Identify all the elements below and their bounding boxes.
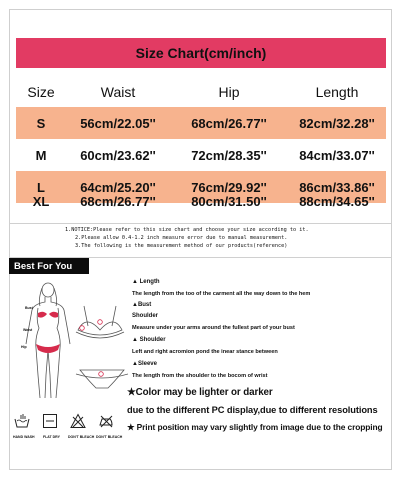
length-heading: ▲ Length (132, 279, 160, 285)
header-size: Size (27, 84, 55, 100)
notice-line: 3.The following is the measurement method of our products(reference) (75, 243, 288, 249)
table-row (16, 139, 386, 171)
cell-hip: 76cm/29.92'' (191, 179, 267, 195)
no-bleach-icon (70, 413, 86, 429)
bra-measurement-diagram (70, 300, 130, 348)
hand-wash-icon (14, 413, 30, 429)
cell-size: S (36, 115, 46, 131)
shoulder-description: Left and right acromion pond the inear stance between (132, 349, 278, 355)
cell-hip: 68cm/26.77'' (191, 115, 267, 131)
shoulder-heading: ▲ Shoulder (132, 337, 166, 343)
flat-dry-icon (42, 413, 58, 429)
bust-label: Bust (25, 306, 33, 310)
waist-label: Waist (23, 328, 33, 332)
header-waist: Waist (100, 84, 136, 100)
cell-hip: 72cm/28.35'' (191, 147, 267, 163)
notice-line: 2.Please allow 0.4-1.2 inch measure error due to manual measurement. (75, 235, 288, 241)
bust-description: Measure under your arms around the fullest part of your bust (132, 325, 295, 331)
cell-size: M (35, 147, 47, 163)
color-warning: ★Color may be lighter or darker (127, 387, 273, 398)
length-description: The length from the too of the carment all the way down to the hem (132, 291, 311, 297)
chart-title: Size Chart(cm/inch) (16, 38, 386, 68)
cell-length: 86cm/33.86'' (299, 179, 375, 195)
table-row (16, 107, 386, 139)
header-hip: Hip (218, 84, 240, 100)
care-label: HAND WASH (13, 435, 35, 439)
care-label: FLAT DRY (43, 435, 60, 439)
cell-size: L (37, 179, 45, 195)
cell-length: 84cm/33.07'' (299, 147, 375, 163)
cell-length: 82cm/32.28'' (299, 115, 375, 131)
notice-text (10, 224, 391, 258)
cell-length: 88cm/34.65'' (299, 193, 375, 209)
sleeve-heading: ▲Sleeve (132, 361, 157, 367)
care-label: DON'T BLEACH (96, 435, 123, 439)
notice-line: 1.NOTICE:Please refer to this size chart and choose your size according to it. (65, 227, 309, 233)
best-for-you-badge: Best For You (9, 258, 89, 274)
table-header-row (16, 76, 386, 108)
cell-waist: 60cm/23.62'' (80, 147, 156, 163)
bust-heading: ▲Bust (132, 302, 152, 308)
size-chart (10, 10, 391, 224)
print-position-warning: ★ Print position may vary slightly from image due to the cropping (127, 422, 383, 432)
header-length: Length (315, 84, 359, 100)
cell-waist: 56cm/22.05'' (80, 115, 156, 131)
cell-size: XL (32, 193, 50, 209)
cell-waist: 68cm/26.77'' (80, 193, 156, 209)
table-row (16, 185, 386, 217)
sleeve-description: The length from the shoulder to the bocom of wrist (132, 373, 268, 379)
cell-hip: 80cm/31.50'' (191, 193, 267, 209)
size-chart-sheet (9, 9, 392, 470)
care-label: DON'T BLEACH (68, 435, 95, 439)
bottom-measurement-diagram (74, 364, 129, 394)
display-warning: due to the different PC display,due to different resolutions (127, 405, 378, 415)
shoulder-word: Shoulder (132, 313, 159, 319)
cell-waist: 64cm/25.20'' (80, 179, 156, 195)
hip-label: Hip (21, 345, 27, 349)
no-iron-icon (98, 413, 114, 429)
